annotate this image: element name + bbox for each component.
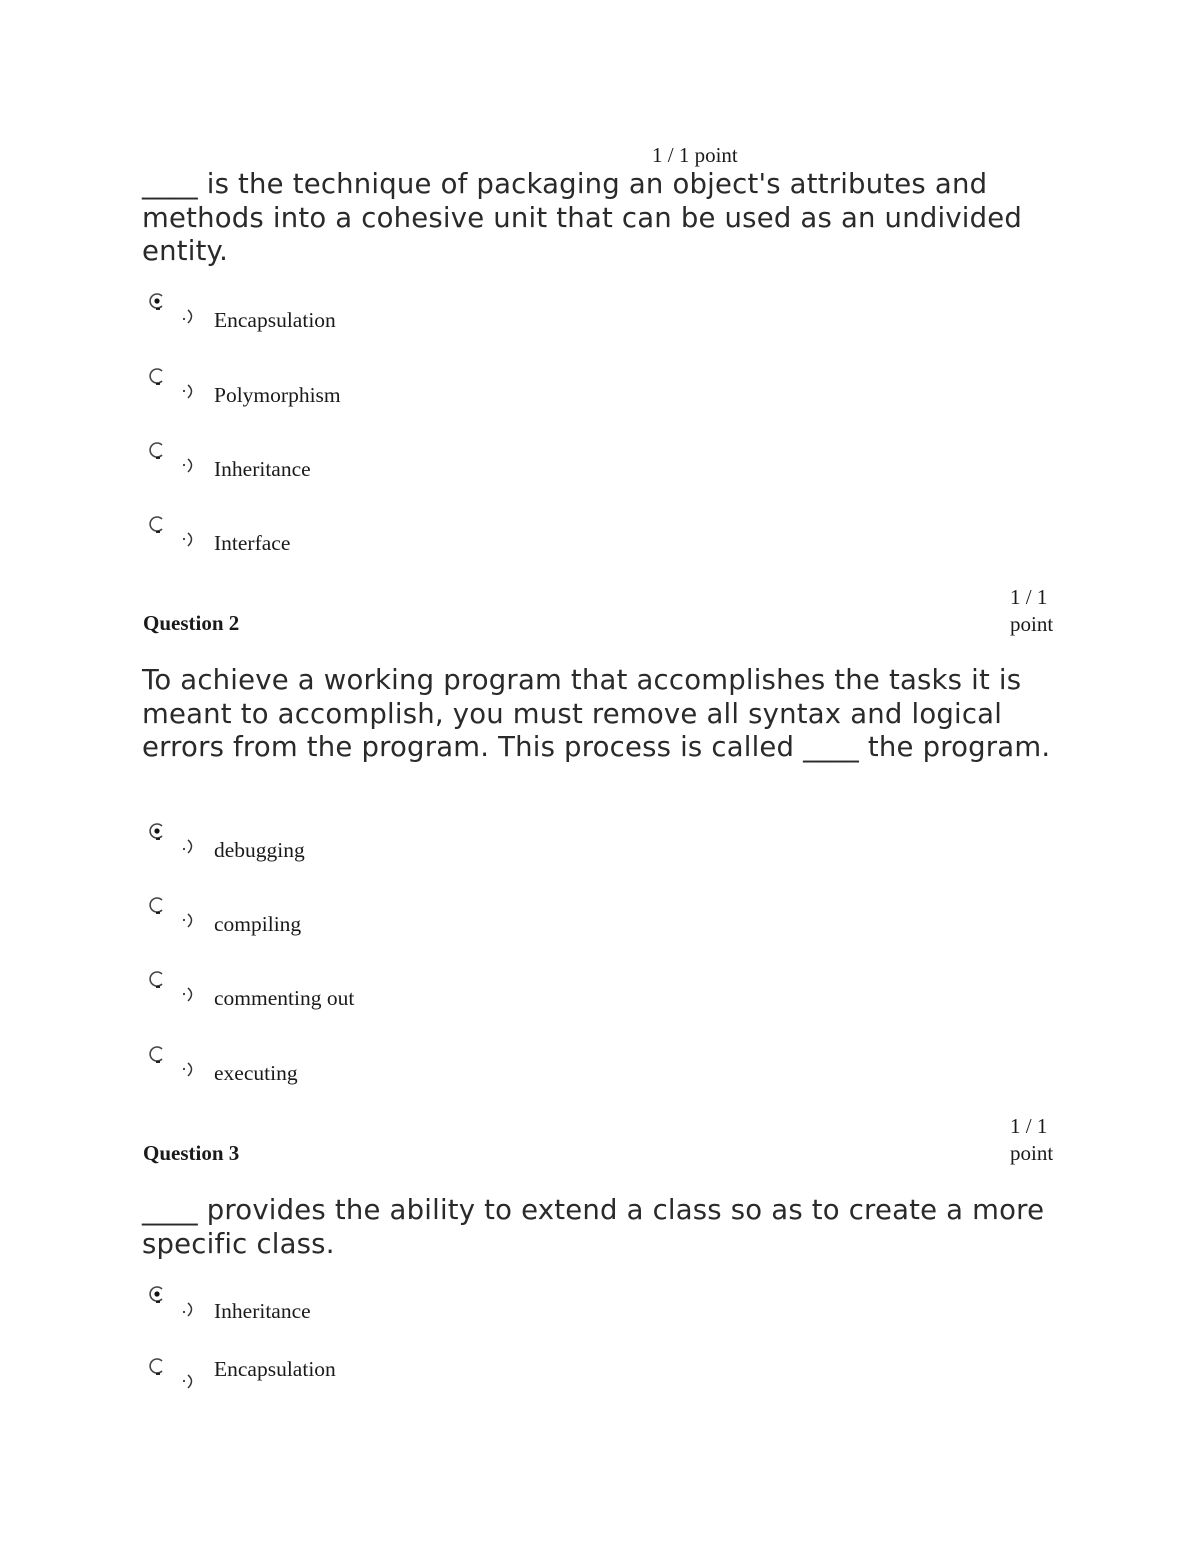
answer-option[interactable] (146, 1045, 546, 1085)
answer-option-label: Encapsulation (214, 1357, 336, 1381)
answer-option[interactable] (146, 970, 546, 1010)
answer-option-label: executing (214, 1061, 298, 1085)
radio-selected-icon[interactable] (146, 1285, 206, 1329)
question-3-points: 1 / 1 point (1010, 1114, 1054, 1165)
answer-option-label: compiling (214, 912, 302, 936)
answer-option-label: Interface (214, 531, 291, 555)
answer-option[interactable] (146, 822, 546, 862)
answer-option[interactable] (146, 441, 546, 481)
question-2-heading: Question 2 (143, 611, 240, 635)
question-2-points: 1 / 1 point (1010, 585, 1054, 636)
radio-unselected-icon[interactable] (146, 441, 206, 485)
answer-option[interactable] (146, 292, 546, 332)
question-1-points: 1 / 1 point (652, 143, 738, 167)
answer-option[interactable] (146, 1357, 546, 1397)
radio-unselected-icon[interactable] (146, 367, 206, 411)
answer-option[interactable] (146, 896, 546, 936)
question-1-text: ____ is the technique of packaging an object's attributes and methods into a cohesive unit that can be used as an undivided entity. (142, 168, 1023, 267)
answer-option[interactable] (146, 1285, 546, 1325)
question-3-text: ____ provides the ability to extend a class so as to create a more specific class. (142, 1194, 1045, 1260)
radio-unselected-icon[interactable] (146, 515, 206, 559)
radio-unselected-icon[interactable] (146, 896, 206, 940)
radio-unselected-icon[interactable] (146, 1045, 206, 1089)
answer-option[interactable] (146, 367, 546, 407)
radio-unselected-icon[interactable] (146, 1357, 206, 1401)
question-2-text: To achieve a working program that accomplishes the tasks it is meant to accomplish, you must remove all syntax and logical errors from the program. This process is called ____ the program. (142, 664, 1051, 763)
answer-option-label: Encapsulation (214, 308, 336, 332)
answer-option-label: Inheritance (214, 1299, 311, 1323)
answer-option-label: Inheritance (214, 457, 311, 481)
radio-selected-icon[interactable] (146, 292, 206, 336)
answer-option-label: debugging (214, 838, 305, 862)
radio-unselected-icon[interactable] (146, 970, 206, 1014)
question-3-heading: Question 3 (143, 1141, 240, 1165)
answer-option-label: commenting out (214, 986, 355, 1010)
answer-option-label: Polymorphism (214, 383, 341, 407)
answer-option[interactable] (146, 515, 546, 555)
radio-selected-icon[interactable] (146, 822, 206, 866)
